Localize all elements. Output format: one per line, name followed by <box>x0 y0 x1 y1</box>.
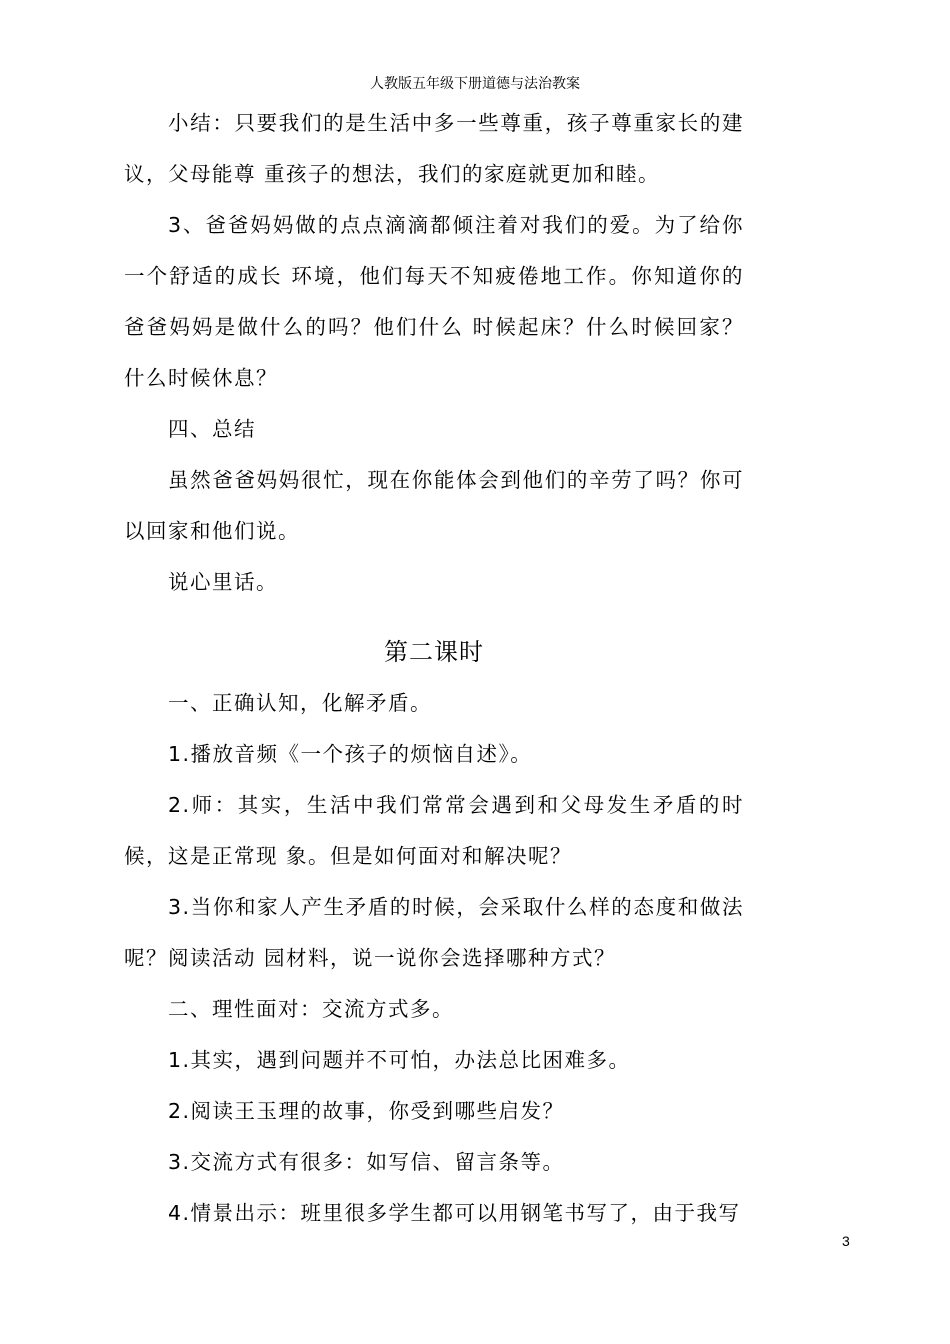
page-header: 人教版五年级下册道德与法治教案 <box>370 76 580 92</box>
section-heading-cognition: 一、正确认知，化解矛盾。 <box>168 691 432 715</box>
list-item: 1.播放音频《一个孩子的烦恼自述》。 <box>168 742 533 766</box>
list-item: 3.当你和家人产生矛盾的时候，会采取什么样的态度和做法呢？阅读活动 园材料，说一说你会选择哪种方式？ <box>124 895 744 970</box>
lesson-title: 第二课时 <box>384 638 484 666</box>
list-item: 3.交流方式有很多：如写信、留言条等。 <box>168 1150 565 1174</box>
list-item: 2.阅读王玉理的故事，你受到哪些启发？ <box>168 1099 565 1123</box>
paragraph-heart-words: 说心里话。 <box>168 570 278 594</box>
section-heading-conclusion: 四、总结 <box>168 417 256 441</box>
document-body <box>124 98 744 1239</box>
section-heading-communication: 二、理性面对：交流方式多。 <box>168 997 454 1021</box>
list-item: 4.情景出示：班里很多学生都可以用钢笔书写了，由于我写 <box>168 1201 741 1225</box>
paragraph-conclusion: 虽然爸爸妈妈很忙，现在你能体会到他们的辛劳了吗？你可以回家和他们说。 <box>124 468 744 543</box>
list-item: 1.其实，遇到问题并不可怕，办法总比困难多。 <box>168 1048 631 1072</box>
paragraph-parents-work: 3、爸爸妈妈做的点点滴滴都倾注着对我们的爱。为了给你一个舒适的成长 环境，他们每天不知疲倦地工作。你知道你的爸爸妈妈是做什么的吗？他们什么 时候起床？什么时候回家？什么时候休息？ <box>124 213 744 390</box>
list-item: 2.师：其实，生活中我们常常会遇到和父母发生矛盾的时候，这是正常现 象。但是如何面对和解决呢？ <box>124 793 744 868</box>
paragraph-summary: 小结：只要我们的是生活中多一些尊重，孩子尊重家长的建议，父母能尊 重孩子的想法，我们的家庭就更加和睦。 <box>124 111 744 186</box>
page-number: 3 <box>842 1233 850 1249</box>
